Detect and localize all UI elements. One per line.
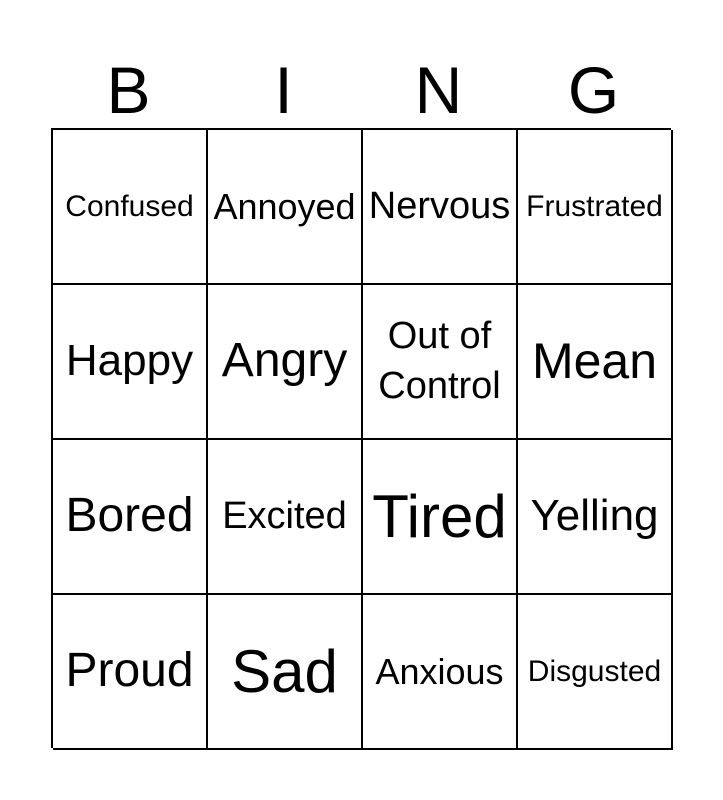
bingo-cell[interactable]: Proud xyxy=(53,595,208,750)
bingo-card-grid xyxy=(51,128,671,748)
bingo-cell[interactable]: Annoyed xyxy=(208,130,363,285)
bingo-header xyxy=(51,52,671,128)
bingo-cell[interactable]: Angry xyxy=(208,285,363,440)
bingo-cell[interactable]: Disgusted xyxy=(518,595,673,750)
header-letter-b: B xyxy=(106,53,151,127)
bingo-cell[interactable]: Sad xyxy=(208,595,363,750)
bingo-cell[interactable]: Happy xyxy=(53,285,208,440)
bingo-cell[interactable]: Frustrated xyxy=(518,130,673,285)
bingo-cell[interactable]: Confused xyxy=(53,130,208,285)
header-letter-n: N xyxy=(414,53,463,127)
bingo-cell[interactable]: Tired xyxy=(363,440,518,595)
bingo-cell[interactable]: Nervous xyxy=(363,130,518,285)
bingo-cell[interactable]: Excited xyxy=(208,440,363,595)
bingo-cell[interactable]: Out of Control xyxy=(363,285,518,440)
bingo-cell[interactable]: Anxious xyxy=(363,595,518,750)
header-letter-i: I xyxy=(274,53,293,127)
bingo-cell[interactable]: Yelling xyxy=(518,440,673,595)
header-letter-g: G xyxy=(567,53,620,127)
bingo-cell[interactable]: Bored xyxy=(53,440,208,595)
bingo-cell[interactable]: Mean xyxy=(518,285,673,440)
